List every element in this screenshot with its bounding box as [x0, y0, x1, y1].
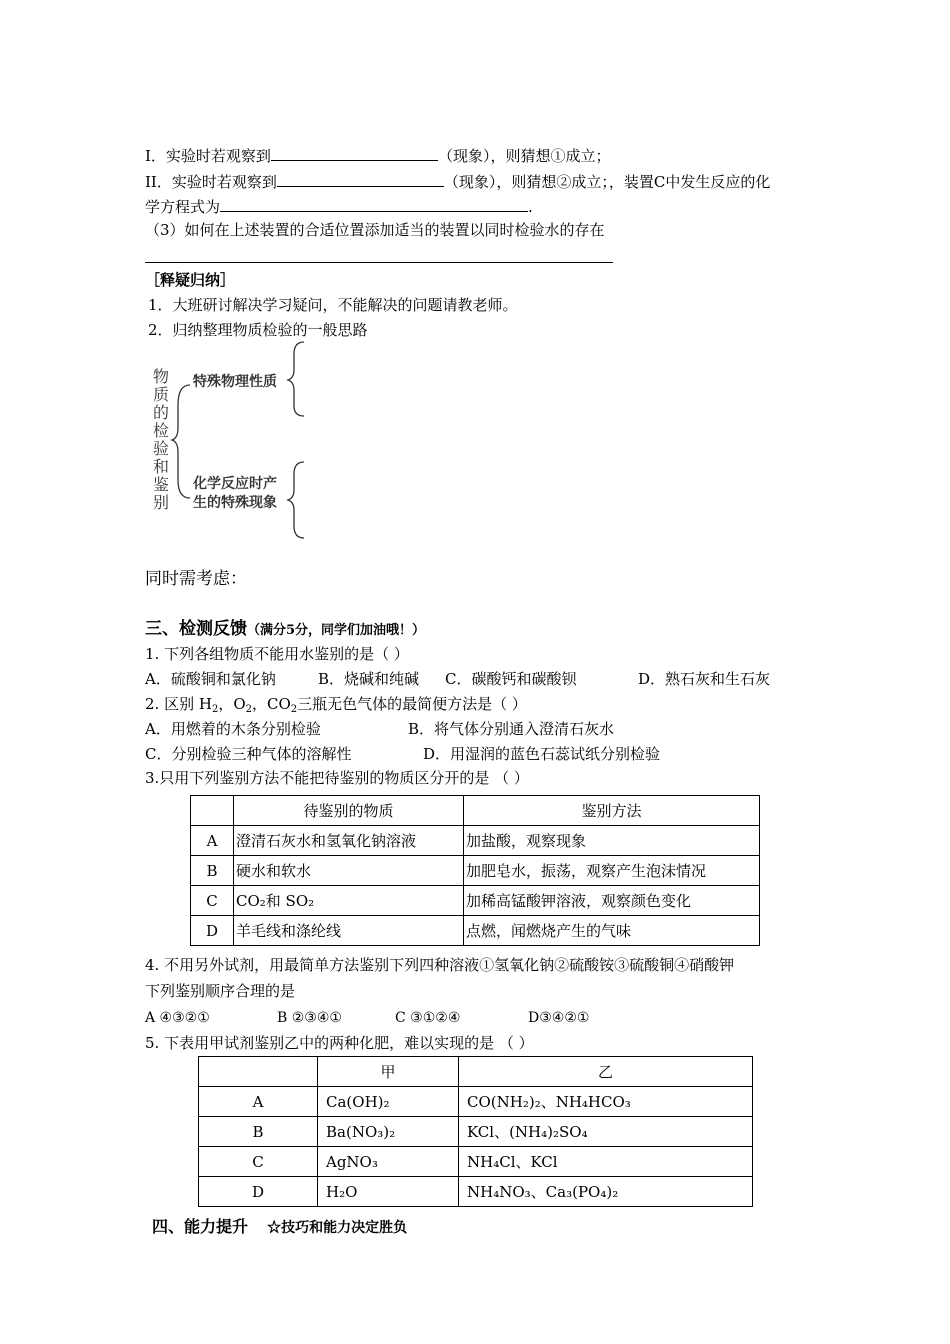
question-line-4: （3）如何在上述装置的合适位置添加适当的装置以同时检验水的存在: [145, 221, 605, 239]
brace-diagram: [170, 340, 310, 545]
question-3: 3.只用下列鉴别方法不能把待鉴别的物质区分开的是 （ ）: [145, 769, 529, 787]
section-4-heading: 四、能力提升 ☆技巧和能力决定胜负: [152, 1217, 408, 1236]
vertical-label-char: 的: [152, 403, 169, 422]
question-line-1: I．实验时若观察到 （现象），则猜想①成立；: [145, 147, 611, 165]
q2-option-c[interactable]: C．分别检验三种气体的溶解性: [145, 745, 352, 763]
vertical-label-char: 别: [152, 493, 169, 512]
table-row: D H₂O NH₄NO₃、Ca₃(PO₄)₂: [199, 1177, 753, 1207]
answer-blank[interactable]: [220, 196, 528, 212]
consider-label: 同时需考虑：: [145, 569, 247, 589]
question-5: 5. 下表用甲试剂鉴别乙中的两种化肥，难以实现的是 （ ）: [145, 1034, 534, 1052]
induction-item-1: 1．大班研讨解决学习疑问，不能解决的问题请教老师。: [148, 296, 518, 314]
q4-option-b[interactable]: B ②③④①: [277, 1010, 342, 1026]
branch-brace-2: [288, 462, 304, 538]
fertilizer-table: [198, 1056, 753, 1207]
vertical-label-char: 鉴: [152, 475, 169, 494]
section-3-heading: 三、检测反馈（满分5分，同学们加油哦！）: [145, 619, 426, 639]
answer-blank[interactable]: [271, 145, 438, 161]
q1-option-b[interactable]: B．烧碱和纯碱: [318, 670, 420, 688]
vertical-label-char: 和: [152, 457, 169, 476]
vertical-label-char: 验: [152, 439, 169, 458]
vertical-label-char: 物: [152, 367, 169, 386]
table-row: D 羊毛线和涤纶线 点燃，闻燃烧产生的气味: [191, 916, 760, 946]
table-row: C CO₂和 SO₂ 加稀高锰酸钾溶液，观察颜色变化: [191, 886, 760, 916]
branch-chemical-line1: 化学反应时产: [193, 476, 277, 492]
q4-option-a[interactable]: A ④③②①: [145, 1010, 210, 1026]
induction-item-2: 2．归纳整理物质检验的一般思路: [148, 321, 368, 339]
q4-option-c[interactable]: C ③①②④: [395, 1010, 461, 1026]
identification-table: [190, 795, 760, 946]
table-row: B 硬水和软水 加肥皂水，振荡，观察产生泡沫情况: [191, 856, 760, 886]
table-row: A 澄清石灰水和氢氧化钠溶液 加盐酸，观察现象: [191, 826, 760, 856]
q1-option-d[interactable]: D．熟石灰和生石灰: [638, 670, 771, 688]
branch-physical: 特殊物理性质: [193, 374, 277, 390]
answer-line[interactable]: [145, 262, 613, 263]
table-row: A Ca(OH)₂ CO(NH₂)₂、NH₄HCO₃: [199, 1087, 753, 1117]
q1-option-a[interactable]: A．硫酸铜和氯化钠: [145, 670, 276, 688]
q4-option-d[interactable]: D③④②①: [528, 1010, 590, 1026]
vertical-label-char: 质: [152, 385, 169, 404]
branch-brace-1: [288, 342, 304, 416]
vertical-label-char: 检: [152, 421, 169, 440]
induction-heading: ［释疑归纳］: [145, 271, 236, 289]
table-header-row: 甲 乙: [199, 1057, 753, 1087]
q2-option-a[interactable]: A．用燃着的木条分别检验: [145, 720, 321, 738]
q2-option-b[interactable]: B．将气体分别通入澄清石灰水: [408, 720, 615, 738]
table-header-row: 待鉴别的物质 鉴别方法: [191, 796, 760, 826]
table-row: B Ba(NO₃)₂ KCl、(NH₄)₂SO₄: [199, 1117, 753, 1147]
table-row: C AgNO₃ NH₄Cl、KCl: [199, 1147, 753, 1177]
question-4-line-2: 下列鉴别顺序合理的是: [145, 982, 296, 1000]
question-4-line-1: 4. 不用另外试剂，用最简单方法鉴别下列四种溶液①氢氧化钠②硫酸铵③硫酸铜④硝酸钾: [145, 956, 735, 974]
q1-option-c[interactable]: C．碳酸钙和碳酸钡: [445, 670, 577, 688]
q2-option-d[interactable]: D．用湿润的蓝色石蕊试纸分别检验: [423, 745, 661, 763]
question-line-2: II．实验时若观察到 （现象），则猜想②成立；，装置C中发生反应的化: [145, 173, 771, 191]
main-brace: [172, 385, 190, 498]
question-2: 2. 区别 $H_2$，$O_2$，$CO_2$三瓶无色气体的最简便方法是（ ）: [145, 695, 527, 715]
answer-blank[interactable]: [277, 171, 444, 187]
question-line-3: 学方程式为 .: [145, 198, 533, 216]
branch-chemical-line2: 生的特殊现象: [193, 495, 277, 511]
question-1: 1. 下列各组物质不能用水鉴别的是（ ）: [145, 645, 409, 663]
